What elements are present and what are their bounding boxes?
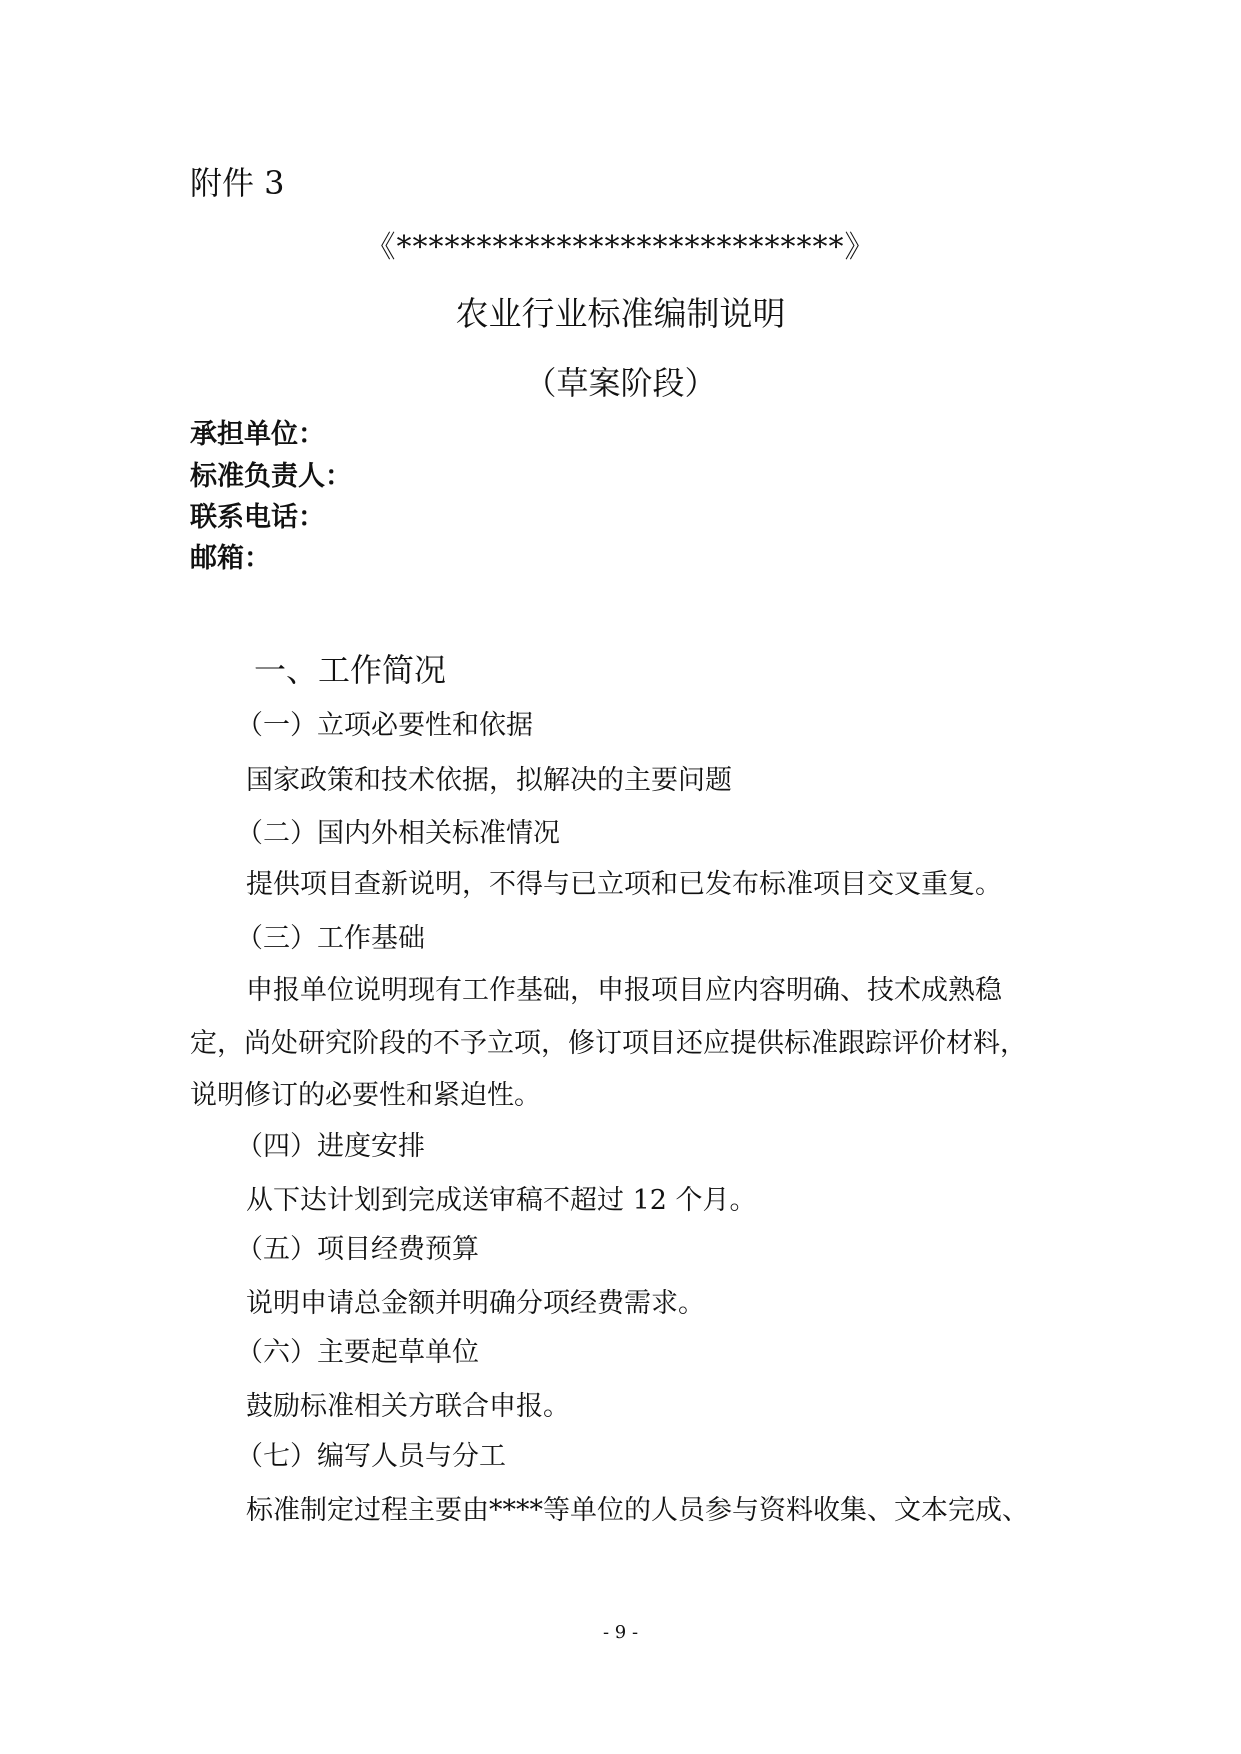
subsection-body-4: 从下达计划到完成送审稿不超过 12 个月。	[246, 1185, 757, 1216]
stage-label: （草案阶段）	[524, 364, 717, 402]
subsection-heading-7: （七）编写人员与分工	[236, 1441, 506, 1472]
subsection-body-2: 提供项目查新说明，不得与已立项和已发布标准项目交叉重复。	[246, 869, 1002, 900]
subsection-body-1: 国家政策和技术依据，拟解决的主要问题	[246, 765, 732, 796]
subsection-heading-1: （一）立项必要性和依据	[236, 710, 533, 741]
subsection-heading-6: （六）主要起草单位	[236, 1337, 479, 1368]
subsection-heading-3: （三）工作基础	[236, 923, 425, 954]
field-email: 邮箱：	[190, 543, 271, 574]
subsection-body-5: 说明申请总金额并明确分项经费需求。	[246, 1288, 705, 1319]
subsection-body-3-line-3: 说明修订的必要性和紧迫性。	[190, 1080, 541, 1111]
subsection-heading-2: （二）国内外相关标准情况	[236, 818, 560, 849]
section-heading: 一、工作简况	[254, 651, 447, 689]
field-phone: 联系电话：	[190, 502, 325, 533]
subsection-body-3-line-1: 申报单位说明现有工作基础，申报项目应内容明确、技术成熟稳	[246, 975, 1002, 1006]
page-number: - 9 -	[602, 1622, 639, 1643]
subsection-heading-4: （四）进度安排	[236, 1131, 425, 1162]
subsection-body-6: 鼓励标准相关方联合申报。	[246, 1391, 570, 1422]
subsection-body-7: 标准制定过程主要由****等单位的人员参与资料收集、文本完成、	[246, 1495, 1029, 1526]
attachment-label: 附件 3	[190, 164, 285, 202]
field-leader: 标准负责人：	[190, 461, 352, 492]
subsection-body-3-line-2: 定，尚处研究阶段的不予立项，修订项目还应提供标准跟踪评价材料，	[190, 1028, 1027, 1059]
field-unit: 承担单位：	[190, 419, 325, 450]
subsection-heading-5: （五）项目经费预算	[236, 1234, 479, 1265]
document-title: 《****************************》	[365, 230, 876, 265]
document-subtitle: 农业行业标准编制说明	[455, 294, 786, 333]
